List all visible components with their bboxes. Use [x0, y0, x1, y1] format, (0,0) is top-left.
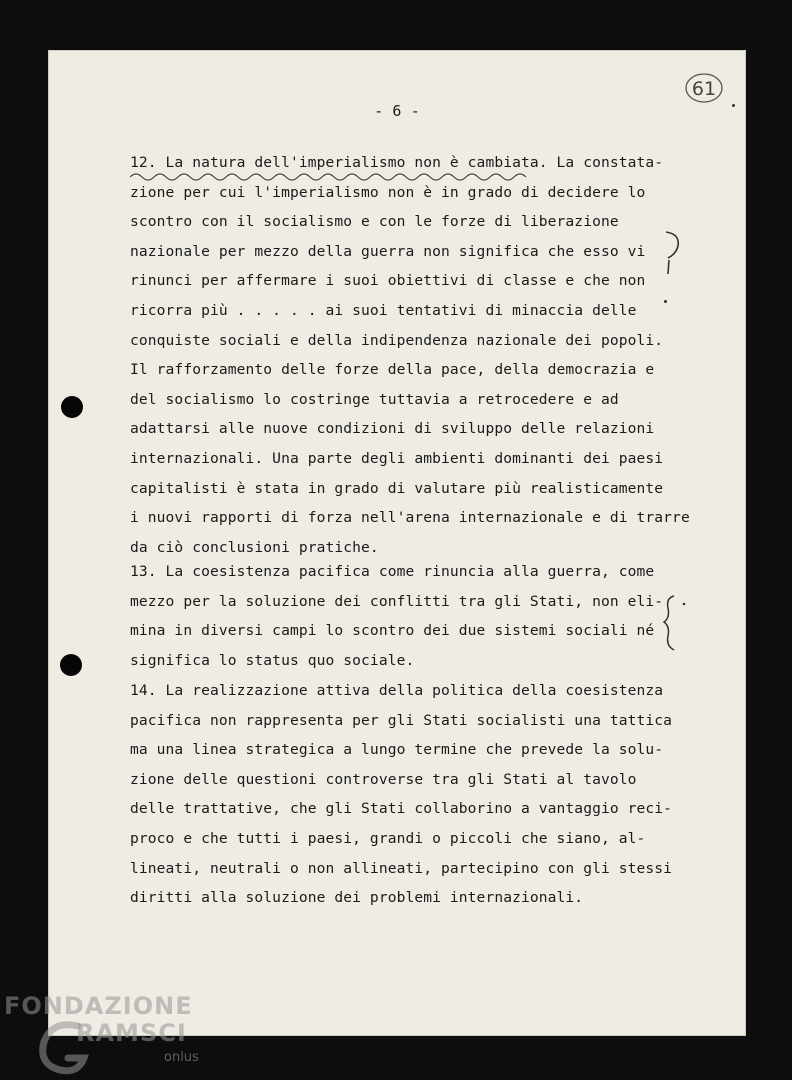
archive-watermark-logo [4, 992, 204, 1078]
margin-annotation-mark [662, 228, 684, 278]
page-number: - 6 - [374, 102, 420, 120]
watermark-line1: FONDAZIONE [4, 992, 193, 1020]
document-page [48, 50, 746, 1036]
text-line: zione delle questioni controverse tra gli Stati al tavolo [130, 770, 637, 788]
text-line: ricorra più . . . . . ai suoi tentativi di minaccia delle [130, 301, 637, 319]
watermark-suffix: onlus [164, 1050, 199, 1065]
text-line: conquiste sociali e della indipendenza nazionale dei popoli. [130, 331, 664, 349]
text-line: Il rafforzamento delle forze della pace, della democrazia e [130, 361, 655, 379]
text-line: zione per cui l'imperialismo non è in grado di decidere lo [130, 183, 646, 201]
paragraph-13 [130, 557, 690, 675]
text-line: capitalisti è stata in grado di valutare più realisticamente [130, 479, 664, 497]
paragraph-14 [130, 676, 690, 913]
text-line: rinunci per affermare i suoi obiettivi di classe e che non [130, 272, 646, 290]
wavy-underline-annotation [130, 170, 550, 184]
text-line: significa lo status quo sociale. [130, 651, 415, 669]
archive-number-mark [684, 72, 724, 104]
text-line: pacifica non rappresenta per gli Stati socialisti una tattica [130, 711, 673, 729]
paragraph-12 [130, 148, 690, 562]
text-line: internazionali. Una parte degli ambienti dominanti dei paesi [130, 449, 664, 467]
archive-number-text: 61 [691, 78, 717, 100]
text-line: mezzo per la soluzione dei conflitti tra gli Stati, non eli- [130, 592, 664, 610]
text-line: ma una linea strategica a lungo termine che prevede la solu- [130, 741, 664, 759]
text-line: adattarsi alle nuove condizioni di sviluppo delle relazioni [130, 420, 655, 438]
text-line: da ciò conclusioni pratiche. [130, 538, 379, 556]
text-line: diritti alla soluzione dei problemi internazionali. [130, 889, 584, 907]
text-line: nazionale per mezzo della guerra non significa che esso vi [130, 242, 646, 260]
margin-brace-annotation [662, 594, 688, 652]
text-line: 13. La coesistenza pacifica come rinuncia alla guerra, come [130, 563, 655, 580]
punch-hole-lower [60, 654, 82, 676]
text-line: 14. La realizzazione attiva della politica della coesistenza [130, 682, 664, 699]
text-line: scontro con il socialismo e con le forze di liberazione [130, 213, 619, 231]
text-line: i nuovi rapporti di forza nell'arena internazionale e di trarre [130, 509, 690, 527]
text-line: lineati, neutrali o non allineati, partecipino con gli stessi [130, 859, 673, 877]
text-line: mina in diversi campi lo scontro dei due sistemi sociali né [130, 622, 655, 640]
text-line: delle trattative, che gli Stati collaborino a vantaggio reci- [130, 800, 673, 818]
watermark-line2: RAMSCI [76, 1019, 187, 1047]
text-line: proco e che tutti i paesi, grandi o piccoli che siano, al- [130, 829, 646, 847]
text-line: 12. La natura dell'imperialismo non è cambiata. La constata- [130, 154, 664, 171]
punch-hole-upper [61, 396, 83, 418]
stray-mark [664, 300, 667, 303]
text-line: del socialismo lo costringe tuttavia a retrocedere e ad [130, 390, 619, 408]
